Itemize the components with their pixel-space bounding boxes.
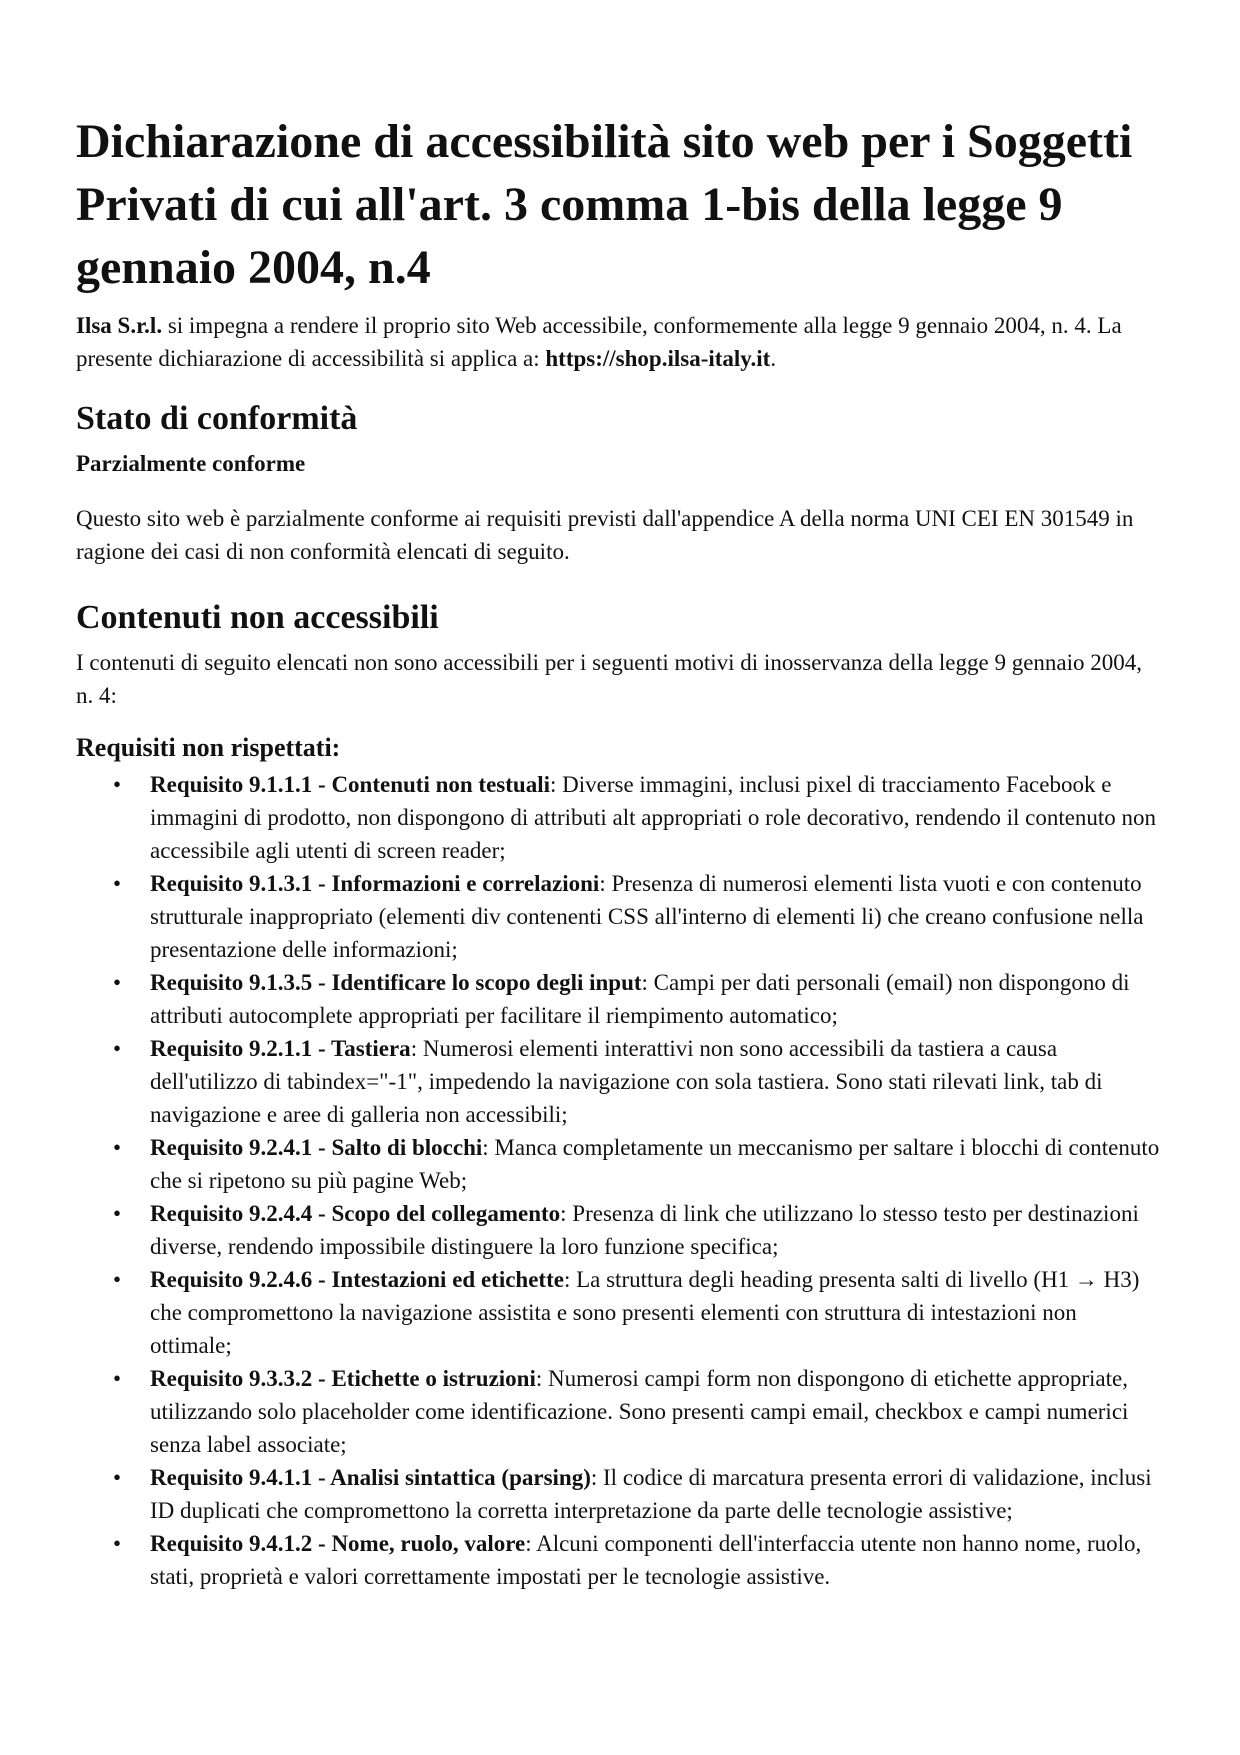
site-url: https://shop.ilsa-italy.it — [545, 346, 771, 371]
list-item — [113, 1131, 1164, 1197]
intro-paragraph — [76, 309, 1164, 375]
requirement-description: : Manca completamente un meccanismo per saltare i blocchi di contenuto che si ripetono su più pagine Web; — [150, 1135, 1160, 1193]
requirements-list — [76, 768, 1164, 1593]
requirement-title: Requisito 9.3.3.2 - Etichette o istruzioni — [150, 1366, 536, 1391]
list-item — [113, 1527, 1164, 1593]
non-accessible-heading: Contenuti non accessibili — [76, 599, 439, 636]
list-item — [113, 1362, 1164, 1461]
list-item — [113, 1461, 1164, 1527]
requirement-title: Requisito 9.4.1.1 - Analisi sintattica (parsing) — [150, 1465, 591, 1490]
bullet-icon: • — [113, 1366, 122, 1391]
list-item — [113, 966, 1164, 1032]
bullet-icon: • — [113, 772, 122, 797]
requirement-title: Requisito 9.2.4.6 - Intestazioni ed etichette — [150, 1267, 564, 1292]
list-item — [113, 1197, 1164, 1263]
requirement-description: : Diverse immagini, inclusi pixel di tracciamento Facebook e immagini di prodotto, non dispongono di attributi alt appropriati o role decorativo, rendendo il contenuto non accessibile agli utenti di screen reader; — [150, 772, 1157, 863]
requirement-description: : La struttura degli heading presenta salti di livello (H1 → H3) che compromettono la navigazione assistita e sono presenti elementi con struttura di intestazioni non ottimale; — [150, 1267, 1140, 1358]
intro-text: si impegna a rendere il proprio sito Web accessibile, conformemente alla legge 9 gennaio 2004, n. 4. La presente dichiarazione di accessibilità si applica a: — [76, 313, 1122, 371]
conformity-text: Questo sito web è parzialmente conforme ai requisiti previsti dall'appendice A della norma UNI CEI EN 301549 in ragione dei casi di non conformità elencati di seguito. — [76, 506, 1134, 564]
company-name: Ilsa S.r.l. — [76, 313, 163, 338]
bullet-icon: • — [113, 871, 122, 896]
intro-end: . — [770, 346, 777, 371]
bullet-icon: • — [113, 1036, 122, 1061]
bullet-icon: • — [113, 1531, 122, 1556]
bullet-icon: • — [113, 1267, 122, 1292]
requirement-title: Requisito 9.4.1.2 - Nome, ruolo, valore — [150, 1531, 526, 1556]
list-item — [113, 867, 1164, 966]
requirement-description: : Alcuni componenti dell'interfaccia utente non hanno nome, ruolo, stati, proprietà e valori correttamente impostati per le tecnologie assistive. — [150, 1531, 1142, 1589]
page-title: Dichiarazione di accessibilità sito web per i Soggetti Privati di cui all'art. 3 comma 1-bis della legge 9 gennaio 2004, n.4 — [76, 115, 1133, 294]
requirement-title: Requisito 9.2.4.1 - Salto di blocchi — [150, 1135, 483, 1160]
requirement-title: Requisito 9.2.4.4 - Scopo del collegamento — [150, 1201, 561, 1226]
non-accessible-text: I contenuti di seguito elencati non sono accessibili per i seguenti motivi di inosservanza della legge 9 gennaio 2004, n. 4: — [76, 650, 1143, 708]
bullet-icon: • — [113, 1465, 122, 1490]
list-item — [113, 1263, 1164, 1362]
list-item — [113, 1032, 1164, 1131]
list-item — [113, 768, 1164, 867]
requirement-description: : Presenza di link che utilizzano lo stesso testo per destinazioni diverse, rendendo impossibile distinguere la loro funzione specifica; — [150, 1201, 1139, 1259]
requirement-title: Requisito 9.1.1.1 - Contenuti non testuali — [150, 772, 550, 797]
requirements-subheading: Requisiti non rispettati: — [76, 733, 341, 762]
conformity-heading: Stato di conformità — [76, 400, 358, 437]
requirement-description: : Campi per dati personali (email) non dispongono di attributi autocomplete appropriati per facilitare il riempimento automatico; — [150, 970, 1130, 1028]
requirement-description: : Il codice di marcatura presenta errori di validazione, inclusi ID duplicati che compromettono la corretta interpretazione da parte delle tecnologie assistive; — [150, 1465, 1152, 1523]
requirement-description: : Numerosi elementi interattivi non sono accessibili da tastiera a causa dell'utilizzo di tabindex="-1", impedendo la navigazione con sola tastiera. Sono stati rilevati link, tab di navigazione e aree di galleria non accessibili; — [150, 1036, 1103, 1127]
requirement-title: Requisito 9.1.3.1 - Informazioni e correlazioni — [150, 871, 600, 896]
requirement-description: : Numerosi campi form non dispongono di etichette appropriate, utilizzando solo placeholder come identificazione. Sono presenti campi email, checkbox e campi numerici senza label associate; — [150, 1366, 1129, 1457]
requirement-title: Requisito 9.2.1.1 - Tastiera — [150, 1036, 411, 1061]
bullet-icon: • — [113, 1201, 122, 1226]
bullet-icon: • — [113, 970, 122, 995]
conformity-status: Parzialmente conforme — [76, 451, 306, 476]
bullet-icon: • — [113, 1135, 122, 1160]
requirement-description: : Presenza di numerosi elementi lista vuoti e con contenuto strutturale inappropriato (elementi div contenenti CSS all'interno di elementi li) che creano confusione nella presentazione delle informazioni; — [150, 871, 1144, 962]
requirement-title: Requisito 9.1.3.5 - Identificare lo scopo degli input — [150, 970, 642, 995]
